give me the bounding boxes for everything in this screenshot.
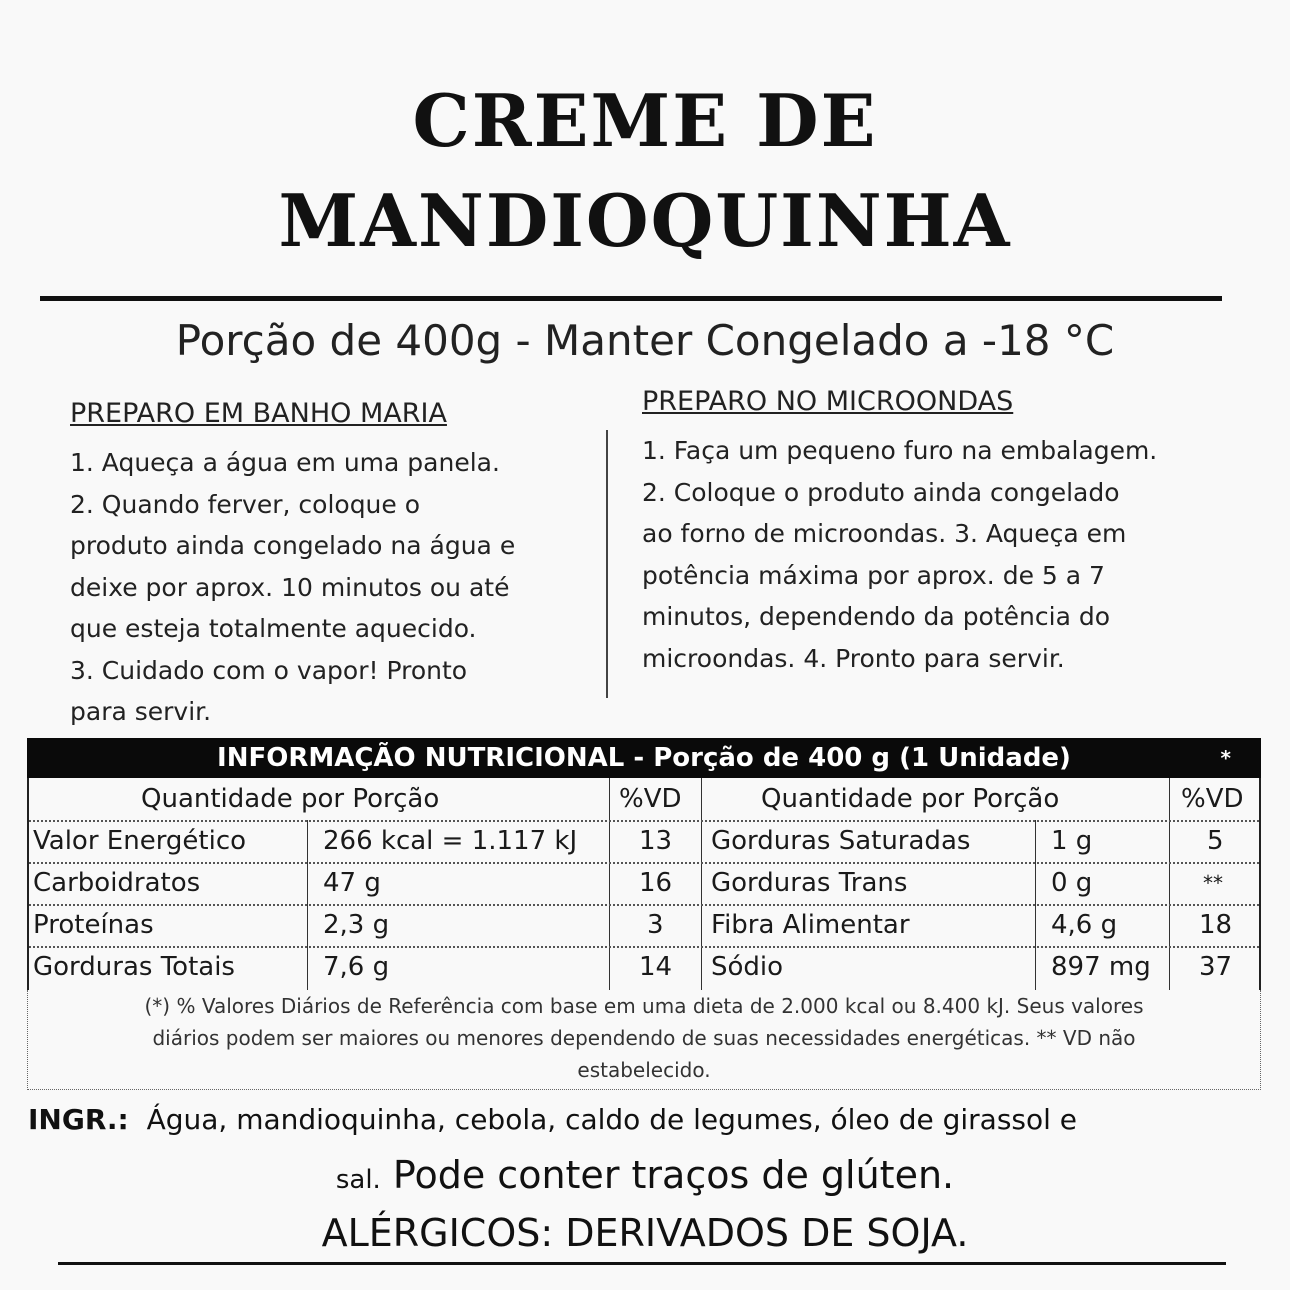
nutrient-amount: 47 g: [323, 868, 381, 898]
col-header-vd-left: %VD: [619, 784, 682, 814]
prep-bath-line: que esteja totalmente aquecido.: [70, 614, 477, 643]
prep-bath-heading: PREPARO EM BANHO MARIA: [70, 398, 447, 429]
prep-micro-line: 2. Coloque o produto ainda congelado: [642, 477, 1120, 507]
prep-column-divider: [606, 430, 608, 698]
nutrition-table: [27, 778, 1261, 990]
footnote-line: estabelecido.: [577, 1058, 711, 1082]
nutrient-amount: 0 g: [1051, 868, 1093, 898]
nutrient-vd: 13: [639, 826, 673, 856]
nutrient-name: Carboidratos: [33, 868, 201, 898]
prep-bath-text: [70, 442, 515, 733]
prep-bath-line: para servir.: [70, 697, 212, 726]
nutrient-amount: 1 g: [1051, 826, 1093, 856]
table-divider: [701, 778, 702, 990]
nutrient-amount: 266 kcal = 1.117 kJ: [323, 826, 578, 856]
nutrient-vd: 18: [1199, 910, 1233, 940]
ingredients: [28, 1098, 1268, 1142]
nutrient-vd: 5: [1207, 826, 1224, 856]
table-divider: [609, 778, 610, 990]
prep-micro-line: minutos, dependendo da potência do: [642, 602, 1111, 631]
prep-bath-line: produto ainda congelado na água e: [70, 531, 516, 560]
nutrition-footnote: [27, 990, 1261, 1090]
nutrient-vd: 14: [639, 952, 673, 982]
prep-micro-line: 1. Faça um pequeno furo na embalagem.: [642, 436, 1158, 465]
nutrition-header: [27, 738, 1261, 778]
col-header-qty-right: Quantidade por Porção: [761, 784, 1060, 814]
allergens-warning: ALÉRGICOS: DERIVADOS DE SOJA.: [321, 1211, 969, 1255]
col-header-qty-left: Quantidade por Porção: [141, 784, 440, 814]
ingredients-label: INGR.:: [28, 1103, 129, 1136]
col-header-vd-right: %VD: [1181, 784, 1244, 814]
prep-bath-line: 2. Quando ferver, coloque o: [70, 489, 421, 519]
nutrient-vd: 37: [1199, 952, 1233, 982]
nutrient-amount: 7,6 g: [323, 952, 390, 982]
nutrient-name: Sódio: [711, 952, 784, 982]
product-title-line2: MANDIOQUINHA: [278, 178, 1012, 263]
nutrient-name: Gorduras Trans: [711, 868, 908, 898]
traces-line: [0, 1150, 1290, 1205]
table-divider: [1169, 778, 1170, 990]
nutrient-name: Proteínas: [33, 910, 154, 940]
footnote-line: (*) % Valores Diários de Referência com base em uma dieta de 2.000 kcal ou 8.400 kJ. Seus valores: [144, 994, 1144, 1018]
nutrient-name: Valor Energético: [33, 826, 247, 856]
prep-micro-line: ao forno de microondas. 3. Aqueça em: [642, 519, 1127, 548]
product-title-line1: CREME DE: [412, 78, 878, 163]
nutrient-vd: 16: [639, 868, 673, 898]
prep-micro-text: [642, 430, 1157, 679]
nutrition-header-text: INFORMAÇÃO NUTRICIONAL - Porção de 400 g (1 Unidade): [217, 743, 1071, 773]
nutrition-header-mark: *: [1220, 746, 1231, 770]
traces-warning: Pode conter traços de glúten.: [392, 1153, 955, 1197]
footnote-line: diários podem ser maiores ou menores dependendo de suas necessidades energéticas. ** VD não: [152, 1026, 1136, 1050]
prep-bath-line: deixe por aprox. 10 minutos ou até: [70, 572, 510, 602]
nutrient-name: Fibra Alimentar: [711, 910, 910, 940]
prep-bath-line: 1. Aqueça a água em uma panela.: [70, 448, 500, 477]
title-divider: [40, 296, 1222, 301]
prep-micro-heading: PREPARO NO MICROONDAS: [642, 386, 1014, 417]
nutrient-amount: 897 mg: [1051, 952, 1151, 982]
nutrient-name: Gorduras Saturadas: [711, 826, 971, 856]
nutrient-name: Gorduras Totais: [33, 952, 235, 982]
bottom-divider: [58, 1262, 1226, 1265]
nutrient-amount: 2,3 g: [323, 910, 390, 940]
portion-subtitle: Porção de 400g - Manter Congelado a -18 °C: [175, 316, 1115, 365]
nutrient-vd: **: [1203, 871, 1223, 895]
ingredients-text: Água, mandioquinha, cebola, caldo de legumes, óleo de girassol e: [146, 1103, 1078, 1136]
nutrient-vd: 3: [647, 910, 664, 940]
prep-micro-line: potência máxima por aprox. de 5 a 7: [642, 560, 1105, 590]
prep-micro-line: microondas. 4. Pronto para servir.: [642, 643, 1065, 673]
prep-bath-line: 3. Cuidado com o vapor! Pronto: [70, 655, 468, 685]
nutrient-amount: 4,6 g: [1051, 910, 1118, 940]
ingredients-text-end: sal.: [335, 1165, 381, 1195]
